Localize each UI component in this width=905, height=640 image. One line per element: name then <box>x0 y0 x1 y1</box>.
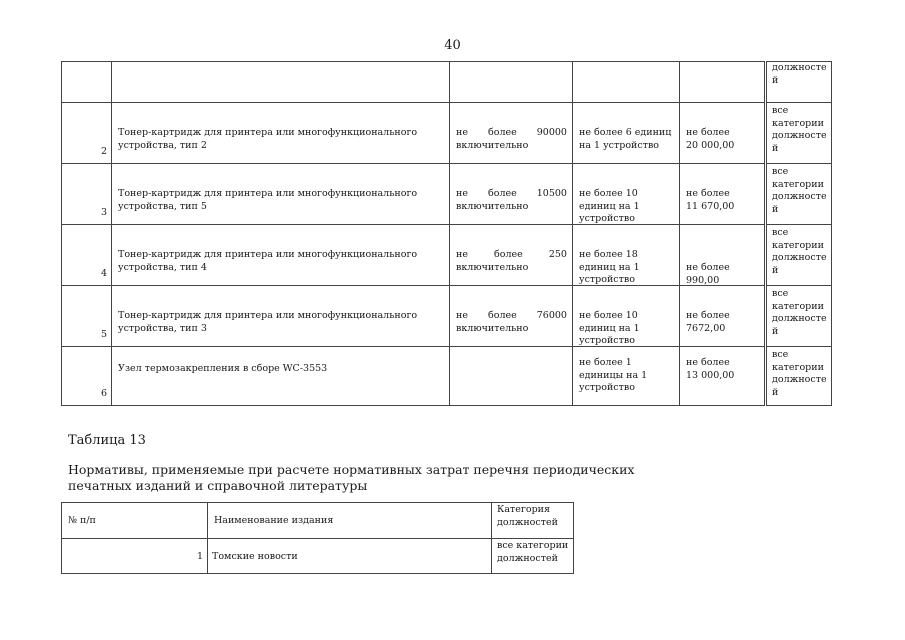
cell-name <box>112 225 450 286</box>
quantity-text: не более 250 включительно <box>456 249 567 273</box>
cell-category <box>766 286 832 347</box>
cell-number <box>62 103 112 164</box>
cell-quantity <box>450 286 573 347</box>
row-number: 2 <box>100 145 107 157</box>
cell-price <box>680 286 766 347</box>
row-number: 5 <box>100 328 107 340</box>
cell-category <box>766 103 832 164</box>
cell-price <box>680 164 766 225</box>
cell-price <box>680 225 766 286</box>
table-caption: Таблица 13 <box>68 433 146 448</box>
limit-text: не более 10 единиц на 1 устройство <box>579 188 640 224</box>
limit-text: не более 18 единиц на 1 устройство <box>579 249 640 285</box>
cell-number <box>62 164 112 225</box>
header-number: № п/п <box>62 503 208 539</box>
item-name: Тонер-картридж для принтера или многофункционального устройства, тип 2 <box>118 127 418 151</box>
cell-category <box>766 347 832 406</box>
cell-number <box>62 347 112 406</box>
table-row <box>62 164 832 225</box>
cell-name <box>112 347 450 406</box>
cell-limit <box>573 286 680 347</box>
cell-name <box>112 164 450 225</box>
cell-limit <box>573 164 680 225</box>
row-number: 6 <box>100 387 107 399</box>
table-row <box>62 347 832 406</box>
table-subtitle: Нормативы, применяемые при расчете нормативных затрат перечня периодических печатных изданий и справочной литературы <box>68 462 635 493</box>
item-name: Узел термозакрепления в сборе WC-3553 <box>118 363 328 374</box>
quantity-text: не более 76000 включительно <box>456 310 567 334</box>
cell-number: 1 <box>62 539 208 574</box>
item-name: Тонер-картридж для принтера или многофункционального устройства, тип 5 <box>118 188 418 212</box>
price-text: не более 20 000,00 <box>686 127 735 151</box>
cell-quantity <box>450 62 573 103</box>
table-row-carryover <box>62 62 832 103</box>
cell-quantity <box>450 347 573 406</box>
cell-number <box>62 62 112 103</box>
category-text: все категории должносте й <box>772 288 827 337</box>
limit-text: не более 10 единиц на 1 устройство <box>579 310 640 346</box>
cell-name <box>112 62 450 103</box>
table-row <box>62 225 832 286</box>
table-header-row <box>62 503 574 539</box>
item-name: Тонер-картридж для принтера или многофункционального устройства, тип 4 <box>118 249 418 273</box>
cell-limit <box>573 62 680 103</box>
price-text: не более 990,00 <box>686 262 730 286</box>
quantity-text: не более 10500 включительно <box>456 188 567 212</box>
cell-name <box>112 103 450 164</box>
cell-quantity <box>450 103 573 164</box>
header-name: Наименование издания <box>208 503 492 539</box>
supplies-table <box>61 61 832 406</box>
cell-name <box>112 286 450 347</box>
cell-quantity <box>450 225 573 286</box>
cell-name: Томские новости <box>208 539 492 574</box>
category-text: все категории должносте й <box>772 105 827 154</box>
price-text: не более 7672,00 <box>686 310 730 334</box>
cell-category <box>766 225 832 286</box>
table-row <box>62 103 832 164</box>
cell-limit <box>573 347 680 406</box>
category-text: должносте й <box>772 62 827 86</box>
cell-price <box>680 103 766 164</box>
cell-number <box>62 225 112 286</box>
cell-category <box>766 62 832 103</box>
cell-limit <box>573 225 680 286</box>
price-text: не более 11 670,00 <box>686 188 735 212</box>
cell-price <box>680 347 766 406</box>
row-number: 3 <box>100 206 107 218</box>
cell-category <box>766 164 832 225</box>
item-name: Тонер-картридж для принтера или многофункционального устройства, тип 3 <box>118 310 418 334</box>
table-row <box>62 286 832 347</box>
cell-category: все категории должностей <box>492 539 574 574</box>
quantity-text: не более 90000 включительно <box>456 127 567 151</box>
cell-limit <box>573 103 680 164</box>
limit-text: не более 6 единиц на 1 устройство <box>579 127 672 151</box>
cell-number <box>62 286 112 347</box>
cell-price <box>680 62 766 103</box>
row-number: 4 <box>100 267 107 279</box>
price-text: не более 13 000,00 <box>686 357 735 381</box>
category-text: все категории должносте й <box>772 166 827 215</box>
header-category: Категория должностей <box>492 503 574 539</box>
limit-text: не более 1 единицы на 1 устройство <box>579 357 648 393</box>
table-row <box>62 539 574 574</box>
category-text: все категории должносте й <box>772 349 827 398</box>
page-number: 40 <box>444 38 461 53</box>
publications-table <box>61 502 574 574</box>
category-text: все категории должносте й <box>772 227 827 276</box>
cell-quantity <box>450 164 573 225</box>
